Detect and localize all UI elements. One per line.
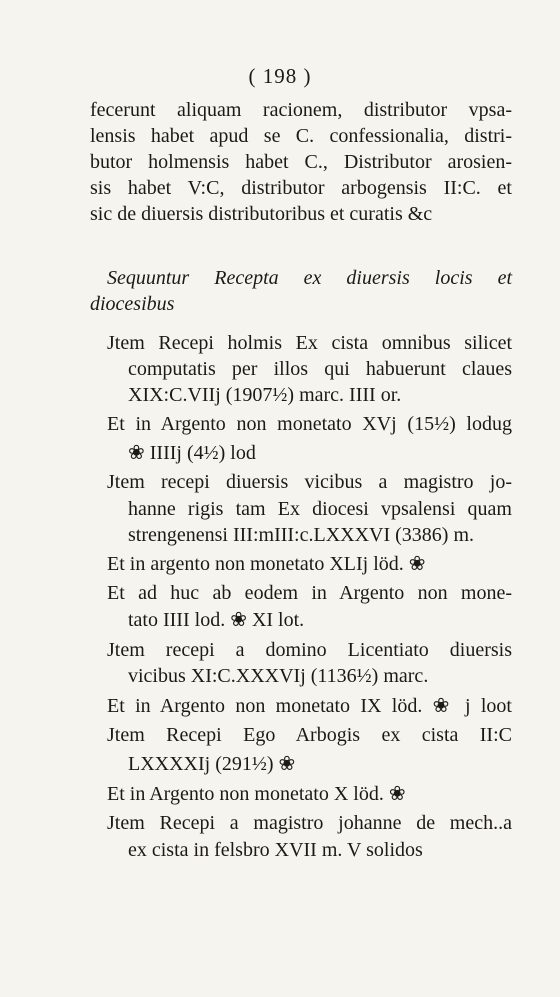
text-line: Jtem Recepi holmis Ex cista omnibus silicet	[107, 332, 512, 354]
text-line: vicibus XI:C.XXXVIj (1136½) marc.	[128, 665, 429, 687]
text-line: strengenensi III:mIII:c.LXXXVI (3386) m.	[128, 524, 475, 546]
page-number-header: ( 198 )	[248, 64, 312, 88]
text-line: ❀ IIIIj (4½) lod	[128, 442, 256, 464]
text-line: lensis habet apud se C. confessionalia, distri-	[90, 125, 512, 147]
text-line: tato IIII lod. ❀ XI lot.	[128, 609, 305, 631]
text-line: diocesibus	[90, 293, 175, 315]
text-line: sic de diuersis distributoribus et curatis &c	[90, 203, 433, 225]
text-line: fecerunt aliquam racionem, distributor vpsa-	[90, 99, 512, 121]
text-line: butor holmensis habet C., Distributor arosien-	[90, 151, 512, 173]
text-line: XIX:C.VIIj (1907½) marc. IIII or.	[128, 384, 402, 406]
text-line: Jtem recepi diuersis vicibus a magistro jo-	[107, 471, 512, 493]
text-line: Sequuntur Recepta ex diuersis locis et	[107, 267, 512, 289]
text-line: Et in Argento non monetato X löd. ❀	[107, 783, 406, 805]
text-line: Jtem Recepi Ego Arbogis ex cista II:C	[107, 724, 512, 746]
text-line: Jtem recepi a domino Licentiato diuersis	[107, 639, 512, 661]
text-line: Jtem Recepi a magistro johanne de mech..a	[107, 812, 512, 834]
text-line: Et in Argento non monetato IX löd. ❀ j loot	[107, 695, 512, 717]
text-line: ex cista in felsbro XVII m. V solidos	[128, 839, 423, 861]
text-line: Et in Argento non monetato XVj (15½) lodug	[107, 413, 512, 435]
text-line: Et in argento non monetato XLIj löd. ❀	[107, 553, 426, 575]
text-line: hanne rigis tam Ex diocesi vpsalensi quam	[128, 498, 512, 520]
text-line: computatis per illos qui habuerunt claues	[128, 358, 512, 380]
text-line: sis habet V:C, distributor arbogensis II:C. et	[90, 177, 512, 199]
text-line: LXXXXIj (291½) ❀	[128, 753, 296, 775]
text-line: Et ad huc ab eodem in Argento non mone-	[107, 582, 512, 604]
